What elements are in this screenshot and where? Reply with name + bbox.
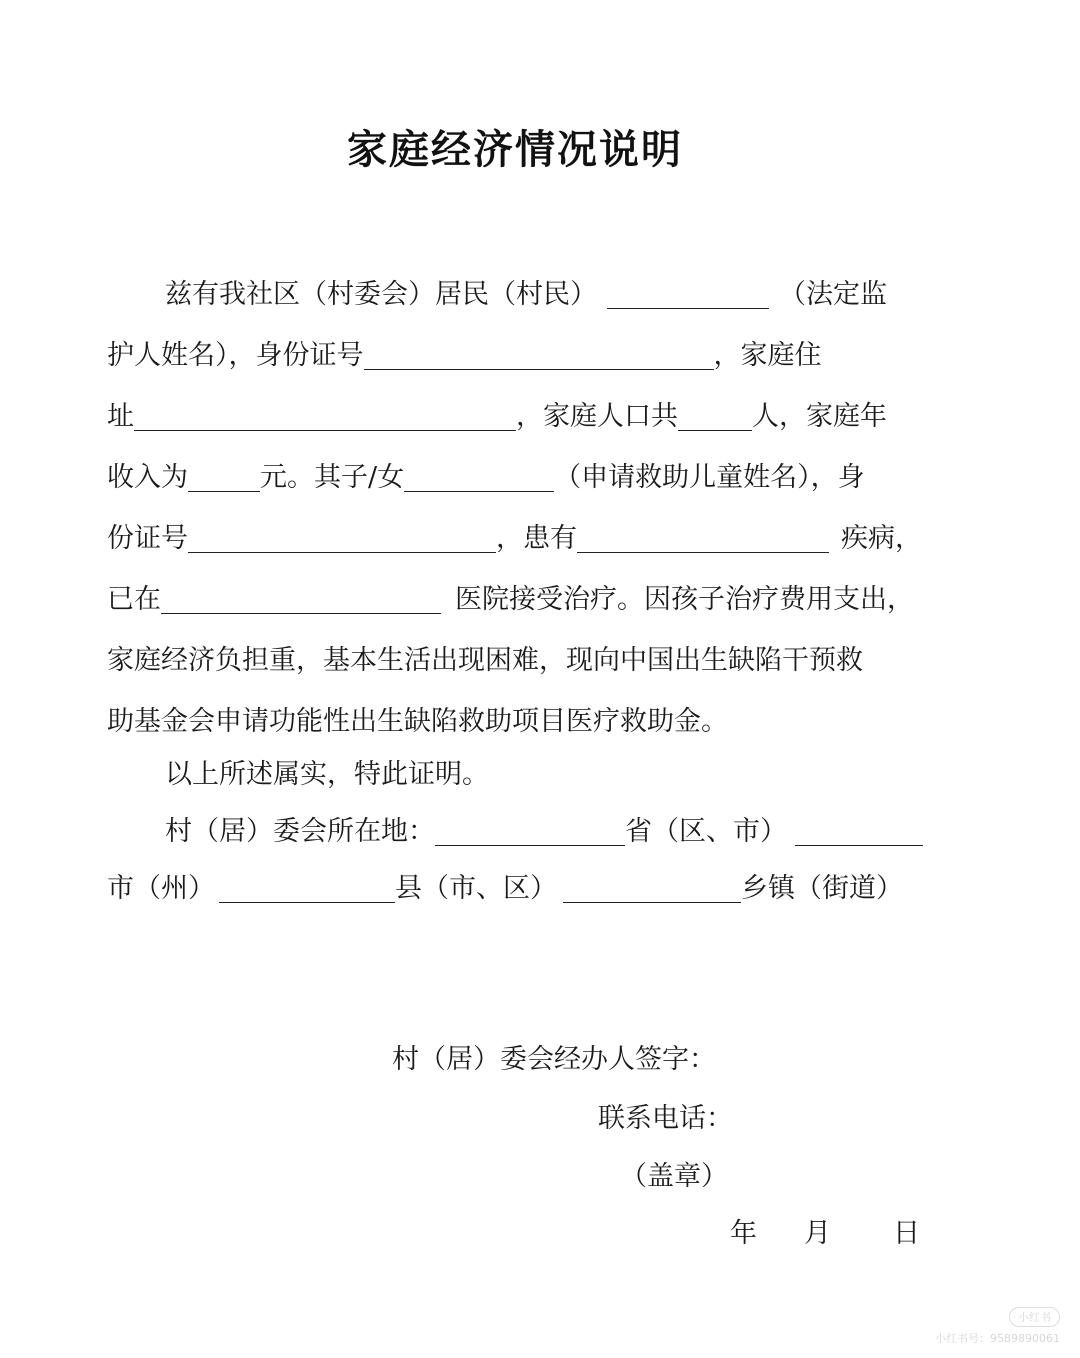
county-label: 县（市、区） — [395, 873, 557, 904]
province-label: 省（区、市） — [625, 816, 787, 847]
text-disease-suffix: 疾病， — [841, 523, 922, 554]
text-child-name-label: （申请救助儿童姓名），身 — [554, 462, 865, 493]
town-blank[interactable] — [563, 872, 741, 903]
household-size-blank[interactable] — [678, 400, 752, 431]
date-year: 年 — [730, 1218, 757, 1249]
phone-label: 联系电话： — [598, 1103, 733, 1134]
text-income-label: 人，家庭年 — [752, 401, 887, 432]
location-line-1 — [165, 812, 923, 852]
guardian-id-blank[interactable] — [364, 339, 714, 370]
para-line-5 — [107, 519, 922, 559]
seal-label: （盖章） — [620, 1161, 728, 1192]
para-line-4 — [107, 458, 865, 498]
officer-signature-label: 村（居）委会经办人签字： — [392, 1044, 716, 1075]
certify-statement: 以上所述属实，特此证明。 — [165, 759, 489, 790]
text-guardian-label: （法定监 — [779, 279, 887, 310]
text-household-label: ，家庭人口共 — [516, 401, 678, 432]
location-line-2 — [107, 869, 903, 909]
date-day: 日 — [893, 1218, 920, 1249]
income-blank[interactable] — [188, 461, 260, 492]
county-blank[interactable] — [219, 872, 395, 903]
city-label: 市（州） — [107, 873, 215, 904]
text-address-label-2: 址 — [107, 401, 134, 432]
text-treatment: 医院接受治疗。因孩子治疗费用支出， — [455, 584, 914, 615]
para-line-3 — [107, 397, 887, 437]
document-title: 家庭经济情况说明 — [347, 126, 683, 173]
text-child-id-label: 份证号 — [107, 523, 188, 554]
text-income-label-2: 收入为 — [107, 462, 188, 493]
text-disease-label: ，患有 — [496, 523, 577, 554]
guardian-name-blank[interactable] — [607, 278, 769, 309]
text-id-label: 护人姓名），身份证号 — [107, 340, 364, 371]
text-resident-intro: 兹有我社区（村委会）居民（村民） — [165, 279, 597, 310]
child-name-blank[interactable] — [404, 461, 554, 492]
text-child-label: 元。其子/女 — [260, 462, 405, 493]
province-blank[interactable] — [435, 815, 625, 846]
watermark-id: 小红书号：9589890061 — [935, 1332, 1060, 1345]
watermark — [935, 1307, 1060, 1346]
location-label: 村（居）委会所在地： — [165, 816, 435, 847]
address-blank[interactable] — [134, 400, 516, 431]
para-line-1 — [165, 275, 887, 315]
hospital-blank[interactable] — [161, 583, 441, 614]
date-month: 月 — [804, 1218, 831, 1249]
child-id-blank[interactable] — [188, 522, 496, 553]
disease-blank[interactable] — [577, 522, 829, 553]
para-line-8: 助基金会申请功能性出生缺陷救助项目医疗救助金。 — [107, 706, 728, 737]
text-address-label: ，家庭住 — [713, 340, 822, 371]
city-blank[interactable] — [795, 815, 923, 846]
watermark-logo: 小红书 — [1009, 1307, 1060, 1327]
text-hospital-label: 已在 — [107, 584, 161, 615]
para-line-2 — [107, 336, 822, 376]
para-line-6 — [107, 580, 914, 620]
para-line-7: 家庭经济负担重，基本生活出现困难，现向中国出生缺陷干预救 — [107, 645, 863, 676]
town-label: 乡镇（街道） — [741, 873, 903, 904]
